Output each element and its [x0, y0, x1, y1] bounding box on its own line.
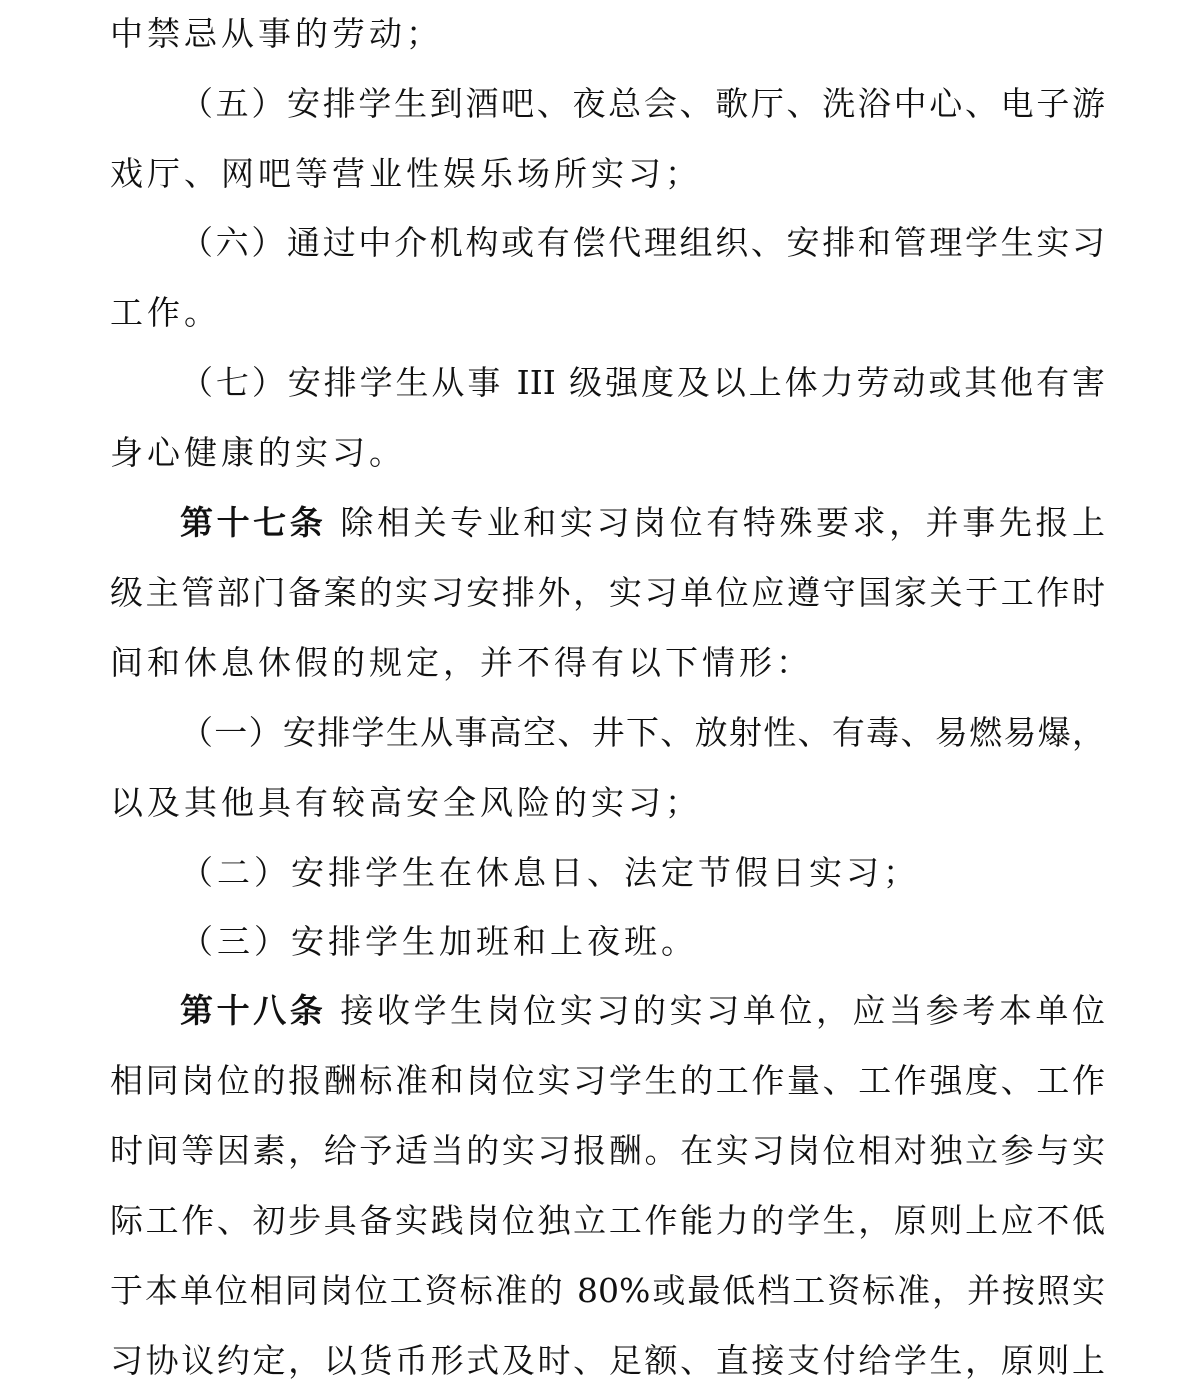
article-17-text: 除相关专业和实习岗位有特殊要求，并事先报上	[340, 503, 1106, 542]
text-line: 级主管部门备案的实习安排外，实习单位应遵守国家关于工作时	[110, 573, 1105, 612]
text-line: 于本单位相同岗位工资标准的 80%或最低档工资标准，并按照实	[110, 1271, 1105, 1310]
article-17-heading: 第十七条	[180, 503, 327, 542]
article-17-line	[180, 498, 1105, 548]
text-line: 以及其他具有较高安全风险的实习；	[110, 783, 702, 822]
article-18-text: 接收学生岗位实习的实习单位，应当参考本单位	[340, 991, 1106, 1030]
text-line: （七）安排学生从事 III 级强度及以上体力劳动或其他有害	[180, 363, 1105, 402]
text-line: 相同岗位的报酬标准和岗位实习学生的工作量、工作强度、工作	[110, 1061, 1105, 1100]
text-line: 间和休息休假的规定，并不得有以下情形：	[110, 643, 813, 682]
text-line: 工作。	[110, 293, 221, 332]
text-line: 习协议约定，以货币形式及时、足额、直接支付给学生，原则上	[110, 1341, 1105, 1380]
text-line: 身心健康的实习。	[110, 433, 406, 472]
text-line: 际工作、初步具备实践岗位独立工作能力的学生，原则上应不低	[110, 1201, 1105, 1240]
text-line: （五）安排学生到酒吧、夜总会、歌厅、洗浴中心、电子游	[180, 84, 1105, 123]
text-line: 中禁忌从事的劳动；	[110, 14, 443, 53]
text-line: （一）安排学生从事高空、井下、放射性、有毒、易燃易爆，	[180, 713, 1105, 752]
article-18-heading: 第十八条	[180, 991, 327, 1030]
text-line: 时间等因素，给予适当的实习报酬。在实习岗位相对独立参与实	[110, 1131, 1105, 1170]
text-line: （三）安排学生加班和上夜班。	[180, 922, 698, 961]
article-18-line	[180, 986, 1105, 1036]
text-line: 戏厅、网吧等营业性娱乐场所实习；	[110, 154, 702, 193]
text-line: （二）安排学生在休息日、法定节假日实习；	[180, 853, 920, 892]
text-line: （六）通过中介机构或有偿代理组织、安排和管理学生实习	[180, 223, 1105, 262]
